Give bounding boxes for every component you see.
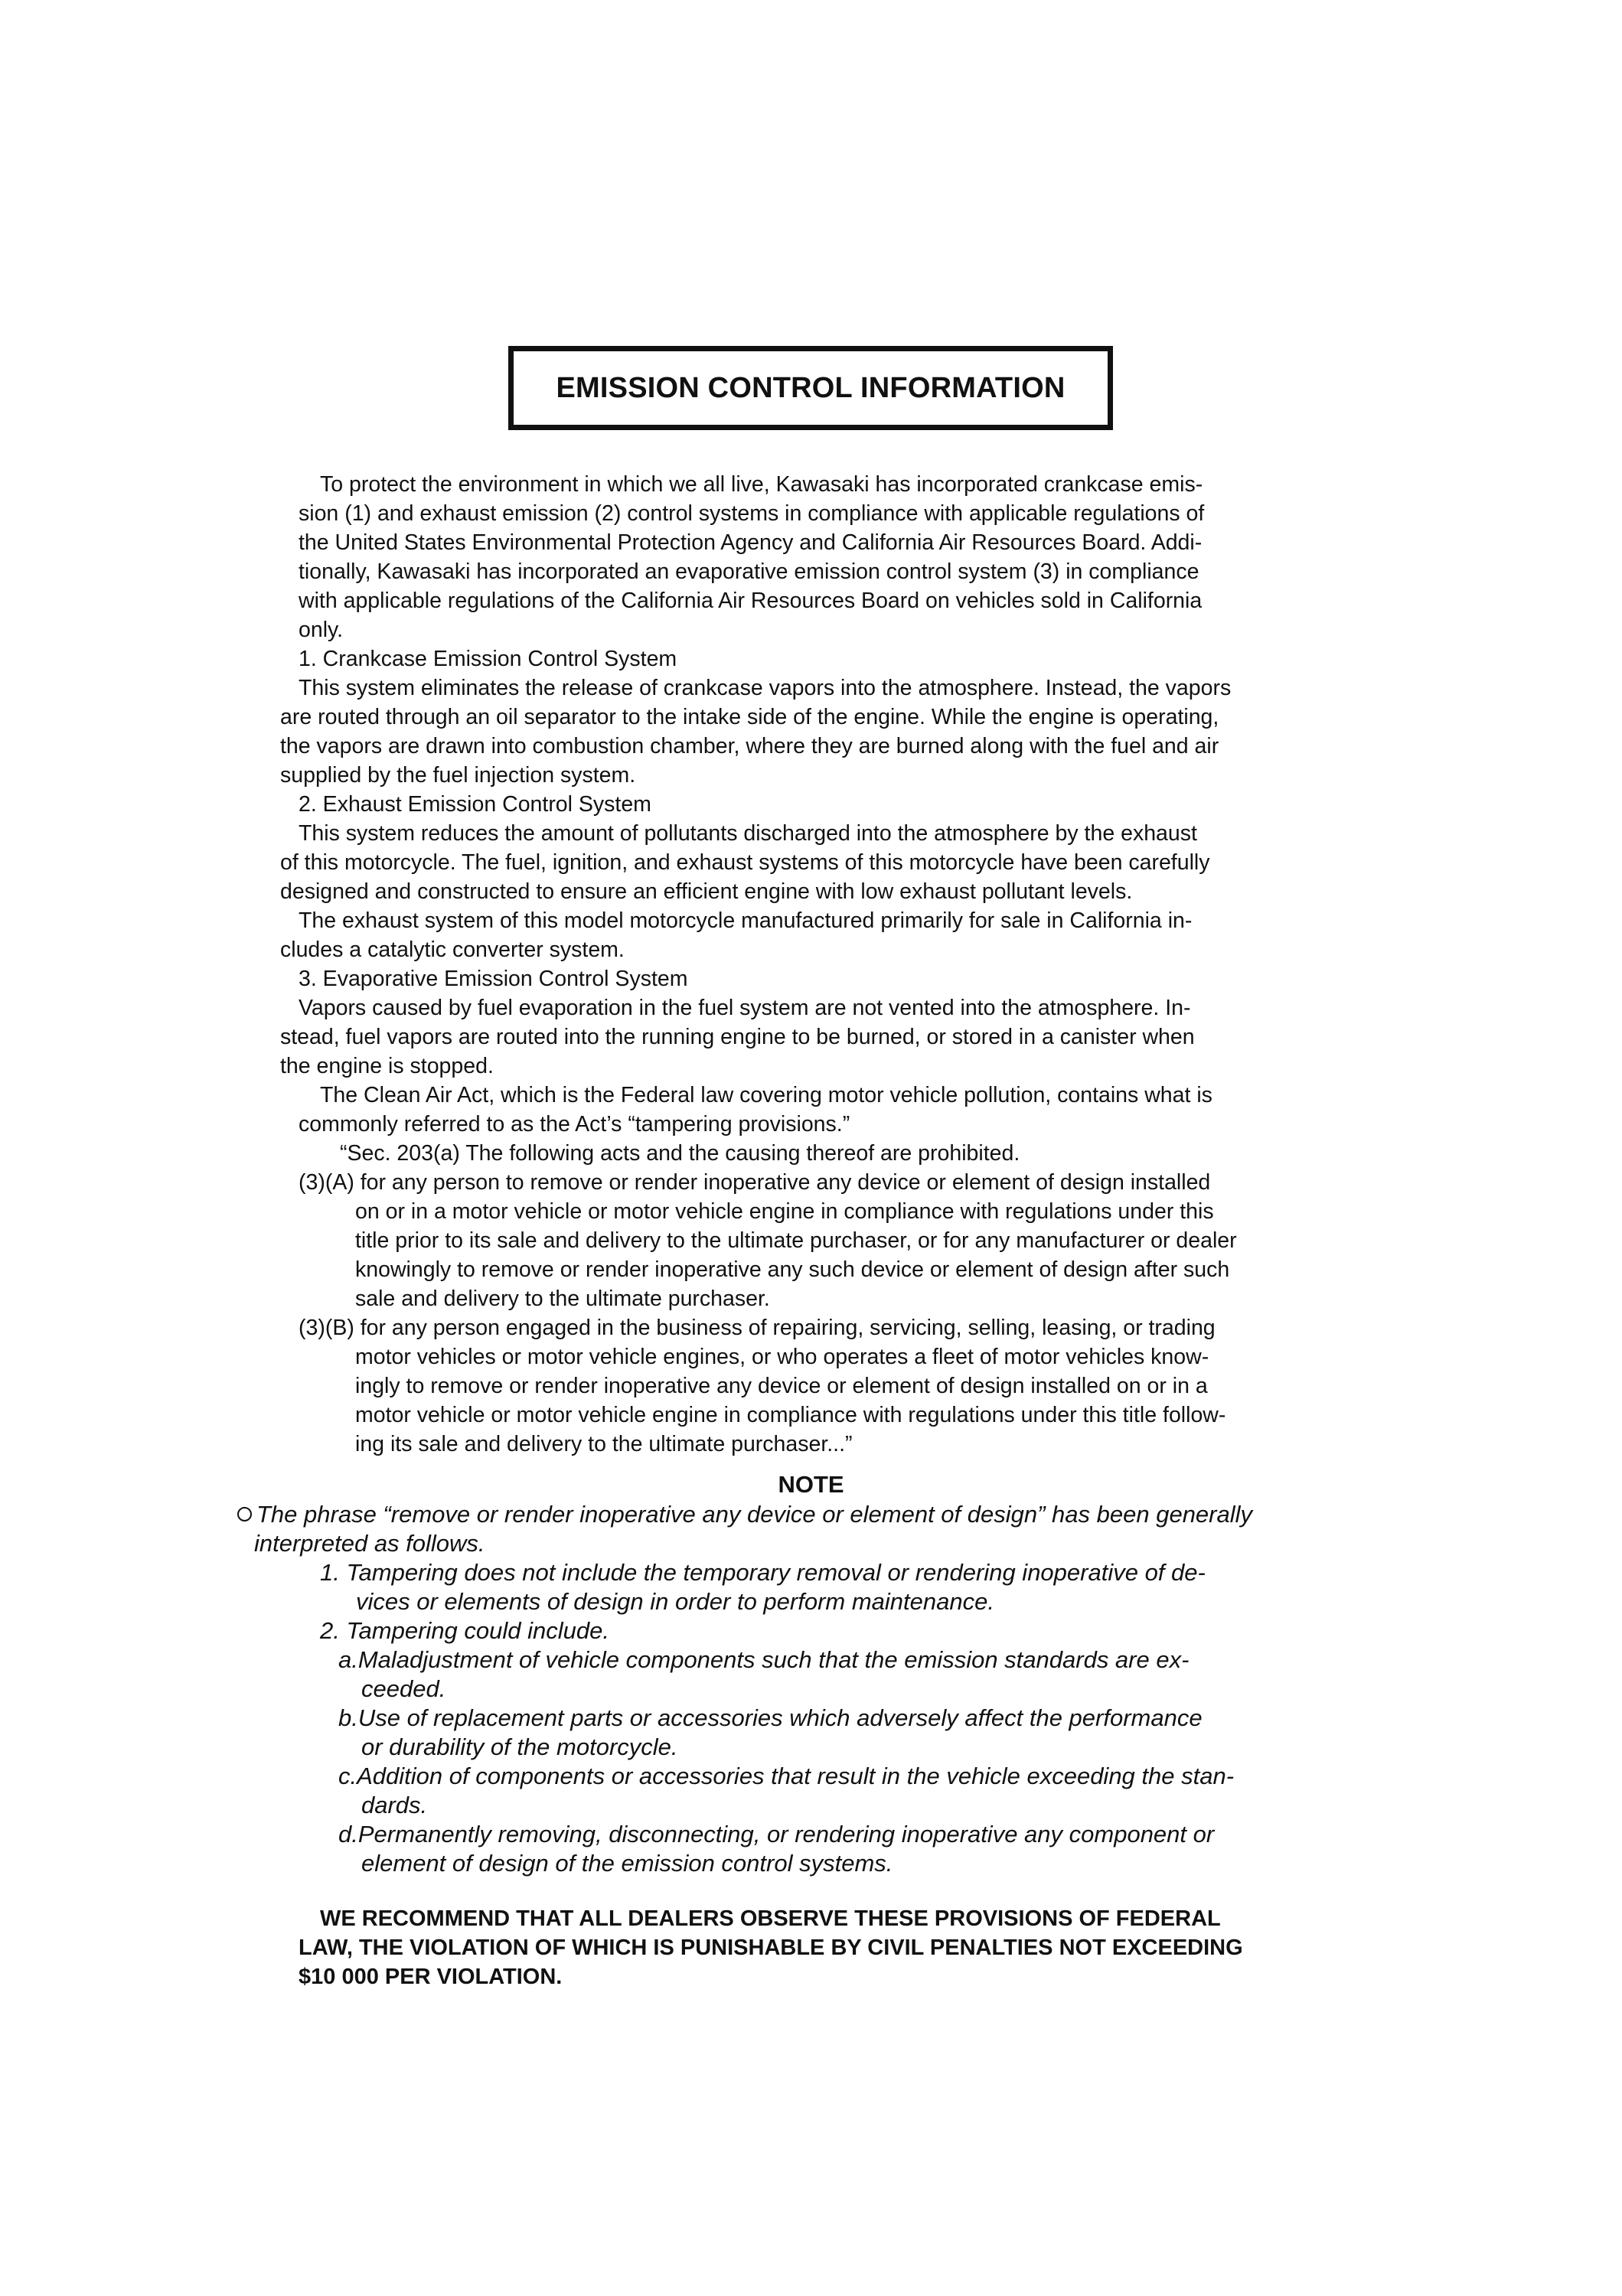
- note-item: vices or elements of design in order to perform maintenance.: [356, 1588, 994, 1615]
- section-line: supplied by the fuel injection system.: [280, 763, 636, 788]
- provision-line: motor vehicle or motor vehicle engine in compliance with regulations under this title follow-: [355, 1403, 1226, 1427]
- provision-label: (3)(B) for any person engaged in the business of repairing, servicing, selling, leasing, or trading: [299, 1316, 1216, 1340]
- provision-line: ingly to remove or render inoperative any device or element of design installed on or in a: [355, 1374, 1208, 1398]
- section-heading: 3. Evaporative Emission Control System: [299, 967, 688, 991]
- note-intro-line: interpreted as follows.: [254, 1530, 485, 1557]
- section-line: This system eliminates the release of crankcase vapors into the atmosphere. Instead, the vapors: [299, 676, 1232, 700]
- note-item: 1. Tampering does not include the temporary removal or rendering inoperative of de-: [320, 1559, 1206, 1586]
- section-heading: 1. Crankcase Emission Control System: [299, 647, 677, 671]
- section-exhaust: [280, 790, 1209, 964]
- page-title: EMISSION CONTROL INFORMATION: [556, 371, 1066, 404]
- provision-line: title prior to its sale and delivery to the ultimate purchaser, or for any manufacturer or dealer: [355, 1228, 1237, 1253]
- note-subitem: a.Maladjustment of vehicle components such that the emission standards are ex-: [338, 1646, 1190, 1673]
- section-line: stead, fuel vapors are routed into the running engine to be burned, or stored in a canister when: [280, 1025, 1195, 1049]
- intro-line: tionally, Kawasaki has incorporated an evaporative emission control system (3) in compliance: [299, 559, 1199, 584]
- provision-line: on or in a motor vehicle or motor vehicle engine in compliance with regulations under this: [355, 1199, 1214, 1224]
- note-subitem: or durability of the motorcycle.: [361, 1733, 678, 1760]
- title-box: [508, 346, 1113, 430]
- section-line: designed and constructed to ensure an efficient engine with low exhaust pollutant levels.: [280, 879, 1133, 904]
- note-item: 2. Tampering could include.: [320, 1617, 609, 1644]
- intro-paragraph: [299, 470, 1204, 644]
- clean-air-act-paragraph: [299, 1081, 1212, 1168]
- provision-line: knowingly to remove or render inoperative any such device or element of design after such: [355, 1257, 1230, 1282]
- intro-line: To protect the environment in which we all live, Kawasaki has incorporated crankcase emis-: [320, 472, 1203, 497]
- note-block: [237, 1500, 1252, 1878]
- intro-line: sion (1) and exhaust emission (2) control systems in compliance with applicable regulations of: [299, 501, 1205, 526]
- intro-line: with applicable regulations of the California Air Resources Board on vehicles sold in California: [299, 589, 1203, 613]
- note-intro-line: [237, 1500, 1252, 1529]
- provision-line: sale and delivery to the ultimate purchaser.: [355, 1287, 770, 1311]
- circle-bullet-icon: [237, 1507, 252, 1521]
- warning-line: LAW, THE VIOLATION OF WHICH IS PUNISHABLE BY CIVIL PENALTIES NOT EXCEEDING: [299, 1936, 1243, 1960]
- note-subitem: dards.: [361, 1792, 428, 1818]
- section-line: of this motorcycle. The fuel, ignition, and exhaust systems of this motorcycle have been carefully: [280, 850, 1210, 875]
- provision-3a: [299, 1168, 1237, 1313]
- provision-line: motor vehicles or motor vehicle engines, or who operates a fleet of motor vehicles know-: [355, 1345, 1209, 1369]
- note-subitem: c.Addition of components or accessories that result in the vehicle exceeding the stan-: [338, 1763, 1235, 1789]
- intro-line: only.: [299, 618, 344, 642]
- section-evaporative: [280, 964, 1195, 1081]
- note-subitem: ceeded.: [361, 1675, 446, 1702]
- paragraph-line: The Clean Air Act, which is the Federal law covering motor vehicle pollution, contains what is: [320, 1083, 1212, 1107]
- paragraph-line: “Sec. 203(a) The following acts and the causing thereof are prohibited.: [340, 1141, 1020, 1166]
- section-heading: 2. Exhaust Emission Control System: [299, 792, 651, 817]
- section-line: are routed through an oil separator to the intake side of the engine. While the engine is operating,: [280, 705, 1219, 729]
- intro-line: the United States Environmental Protection Agency and California Air Resources Board. Addi-: [299, 530, 1203, 555]
- section-line: cludes a catalytic converter system.: [280, 938, 625, 962]
- section-line: the engine is stopped.: [280, 1054, 494, 1078]
- section-line: This system reduces the amount of pollutants discharged into the atmosphere by the exhaust: [299, 821, 1197, 846]
- section-line: Vapors caused by fuel evaporation in the fuel system are not vented into the atmosphere. In-: [299, 996, 1191, 1020]
- note-subitem: element of design of the emission control systems.: [361, 1850, 893, 1877]
- warning-paragraph: [299, 1904, 1243, 1991]
- section-line: The exhaust system of this model motorcycle manufactured primarily for sale in California in-: [299, 908, 1193, 933]
- section-line: the vapors are drawn into combustion chamber, where they are burned along with the fuel and air: [280, 734, 1219, 758]
- provision-line: ing its sale and delivery to the ultimate purchaser...”: [355, 1432, 853, 1456]
- note-intro-text: The phrase “remove or render inoperative any device or element of design” has been generally: [256, 1501, 1253, 1528]
- section-crankcase: [280, 644, 1231, 790]
- paragraph-line: commonly referred to as the Act’s “tampering provisions.”: [299, 1112, 850, 1137]
- provision-3b: [299, 1313, 1225, 1459]
- note-subitem: d.Permanently removing, disconnecting, or rendering inoperative any component or: [338, 1821, 1215, 1848]
- note-title: NOTE: [778, 1471, 844, 1498]
- note-subitem: b.Use of replacement parts or accessories which adversely affect the performance: [338, 1704, 1203, 1731]
- warning-line: WE RECOMMEND THAT ALL DEALERS OBSERVE THESE PROVISIONS OF FEDERAL: [320, 1906, 1221, 1931]
- provision-label: (3)(A) for any person to remove or render inoperative any device or element of design installed: [299, 1170, 1211, 1195]
- warning-line: $10 000 PER VIOLATION.: [299, 1965, 563, 1989]
